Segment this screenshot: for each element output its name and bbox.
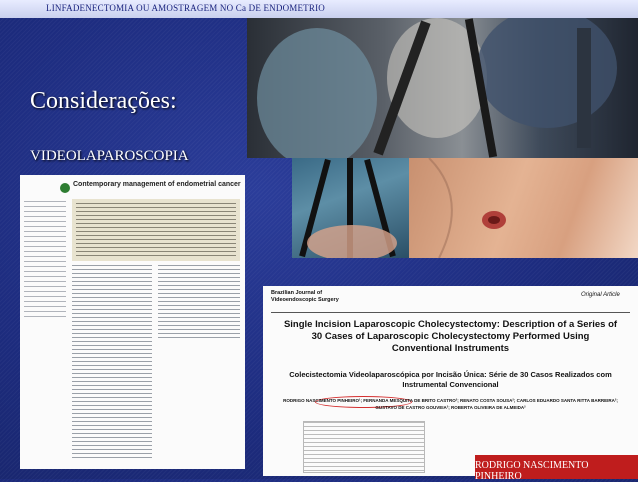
article-page-left [20,175,245,469]
slide-subtitle: VIDEOLAPAROSCOPIA [30,148,189,164]
article-sidebar [24,201,66,321]
abdomen-scene [409,158,638,258]
article-body-col2 [158,265,240,340]
article-tag: Original Article [581,292,620,298]
surgery-photo-left [292,158,409,258]
article-title: Contemporary management of endometrial cancer [73,181,241,188]
footer-bar [475,455,638,482]
article-authors: RODRIGO NASCIMENTO PINHEIRO¹; FERNANDA MESQUITA DE BRITO CASTRO²; RENATO COSTA SOUSA²; CARLOS EDUARDO SANTA RITTA BARREIRA²; GUSTAVO DE CASTRO GOUVEIA²; ROBERTA OLIVEIRA DE ALMEIDA² [283,398,618,410]
journal-name: Brazilian Journal of Videoendoscopic Surgery [271,290,339,303]
surgery-scene-left [292,158,409,258]
article-logo [60,183,70,193]
slide-title: Considerações: [30,88,177,114]
article-notes-box [303,421,425,473]
article-page-right [263,286,638,476]
article-title-pt: Colecistectomia Videolaparoscópica por Incisão Única: Série de 30 Casos Realizados com Instrumental Convencional [289,370,612,389]
article-body-col1 [72,265,152,460]
header-bar [0,0,638,18]
article-abstract [72,199,240,261]
surgery-photo-top [247,18,638,158]
abdomen-photo [409,158,638,258]
article-title-en: Single Incision Laparoscopic Cholecystectomy: Description of a Series of 30 Cases of Laparoscopic Cholecystectomy Performed Using Conventional Instruments [283,319,618,354]
surgery-scene-top [247,18,638,158]
footer-author: RODRIGO NASCIMENTO PINHEIRO [475,460,589,482]
header-text: LINFADENECTOMIA OU AMOSTRAGEM NO Ca DE ENDOMETRIO [46,3,325,13]
header-rule [271,312,630,313]
